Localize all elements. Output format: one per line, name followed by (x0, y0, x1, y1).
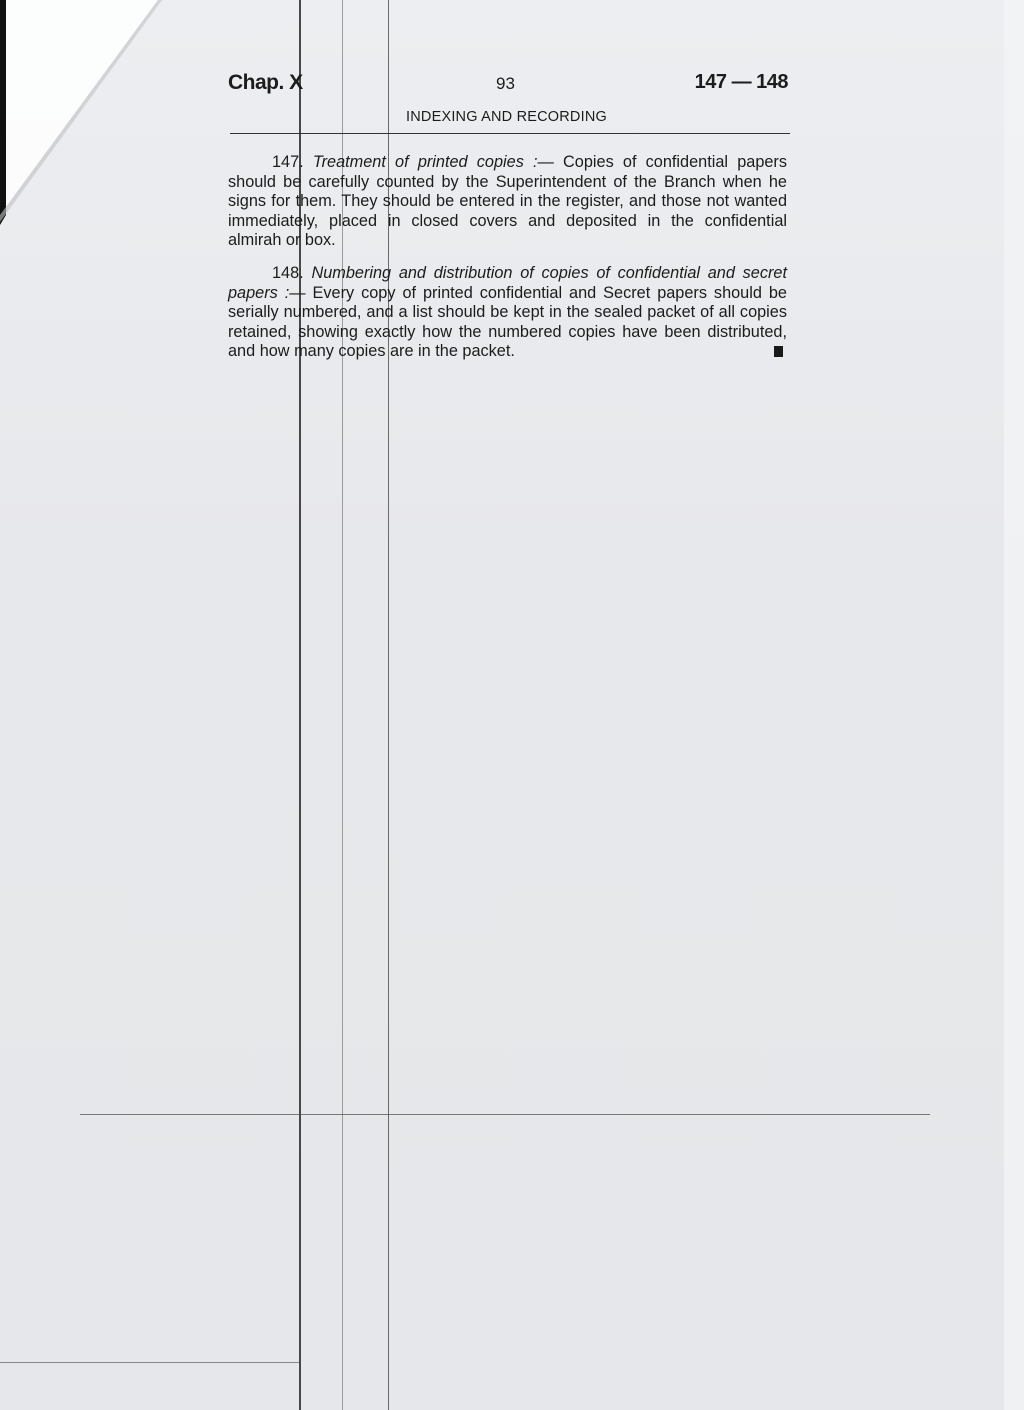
paragraph-body: Every copy of printed confidential and Secret papers should be serially numbered, and a list should be kept in the sealed packet of all copies retained, showing exactly how the numbered copies have been distributed, and how many copies are in the packet. (228, 283, 787, 361)
body-text (228, 153, 787, 362)
running-header (228, 68, 790, 102)
paragraph-body: Copies of confidential papers should be carefully counted by the Superintendent of the Branch when he signs for them. They should be entered in the register, and those not wanted immediately, placed in closed covers and deposited in the confidential almirah or box. (228, 153, 787, 250)
paragraph-147 (228, 153, 787, 251)
end-of-section-mark (774, 346, 783, 357)
paragraph-number: 147. (272, 153, 304, 171)
chapter-label: Chap. X (228, 71, 303, 94)
paragraph-number: 148. (272, 263, 304, 282)
paragraph-range: 147 — 148 (694, 71, 788, 93)
paragraph-heading: Numbering and distribution of copies of confidential and secret papers :— (228, 263, 787, 302)
paragraph-heading: Treatment of printed copies :— (312, 153, 554, 171)
fold-line-lower (80, 1114, 930, 1115)
fold-line-bottom (0, 1362, 300, 1363)
header-rule (230, 133, 790, 134)
page-number: 93 (496, 74, 515, 93)
paragraph-148 (228, 264, 787, 362)
section-title: INDEXING AND RECORDING (406, 109, 607, 125)
